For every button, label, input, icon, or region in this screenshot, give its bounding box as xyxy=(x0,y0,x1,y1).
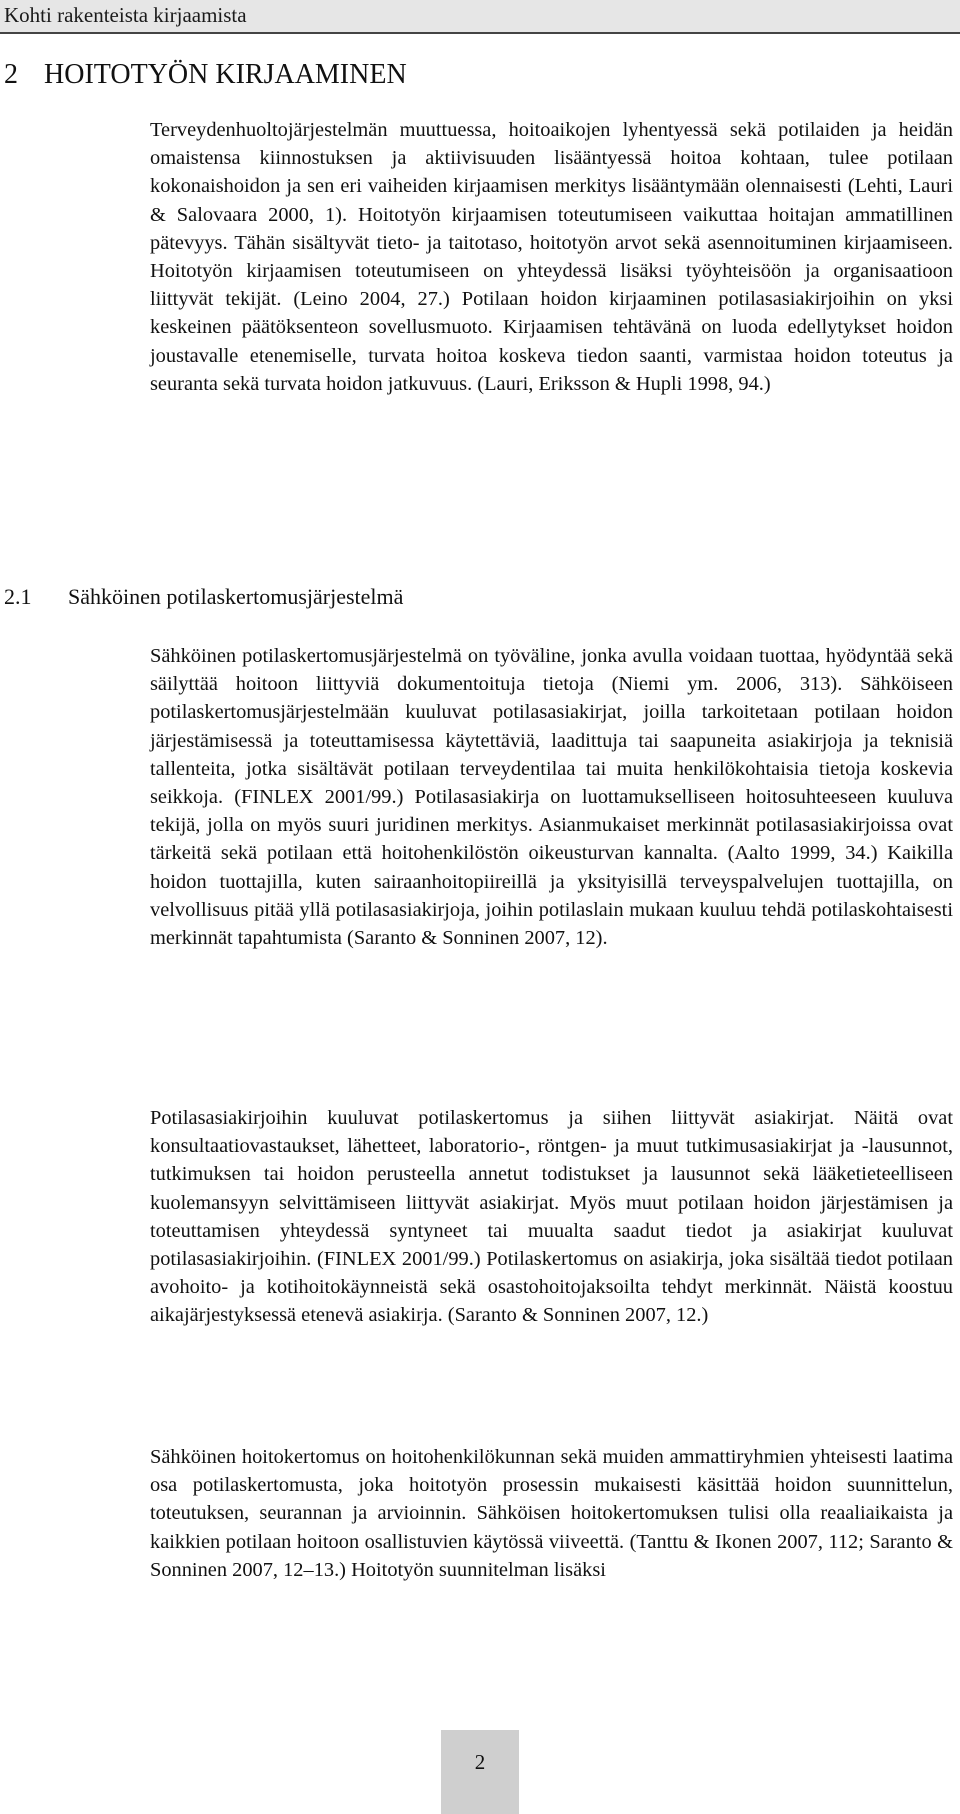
body-paragraph-1: Sähköinen potilaskertomusjärjestelmä on työväline, jonka avulla voidaan tuottaa, hyödyntää sekä säilyttää hoitoon liittyviä dokumentoituja tietoja (Niemi ym. 2006, 313). Sähköiseen potilaskertomusjärjestelmään kuuluvat potilasasiakirjat, joilla tarkoitetaan potilaan hoidon järjestämisessä ja toteuttamisessa käytettäviä, laadittuja tai saapuneita asiakirjoja ja teknisiä tallenteita, jotka sisältävät potilaan terveydentilaa tai muita henkilökohtaisia tietoja koskevia seikkoja. (FINLEX 2001/99.) Potilasasiakirja on luottamukselliseen hoitosuhteeseen kuuluva tekijä, jolla on myös suuri juridinen merkitys. Asianmukaiset merkinnät potilasasiakirjoissa ovat tärkeitä sekä potilaan että hoitohenkilöstön oikeusturvan kannalta. (Aalto 1999, 34.) Kaikilla hoidon tuottajilla, kuten sairaanhoitopiireillä ja yksityisillä terveyspalvelujen tuottajilla, on velvollisuus pitää yllä potilasasiakirjoja, joihin potilaslain mukaan kuuluu tehdä potilaskohtaisesti merkinnät tapahtumista (Saranto & Sonninen 2007, 12). xyxy=(150,645,953,950)
header-rule xyxy=(0,32,960,34)
body-paragraph-3: Sähköinen hoitokertomus on hoitohenkilökunnan sekä muiden ammattiryhmien yhteisesti laatima osa potilaskertomusta, joka hoitotyön prosessin mukaisesti käsittää hoidon suunnittelun, toteutuksen, seurannan ja arvioinnin. Sähköisen hoitokertomuksen tulisi olla reaaliaikaista ja kaikkien potilaan hoitoon osallistuvien käytössä viiveettä. (Tanttu & Ikonen 2007, 112; Saranto & Sonninen 2007, 12–13.) Hoitotyön suunnitelman lisäksi xyxy=(150,1446,953,1581)
chapter-paragraph: Terveydenhuoltojärjestelmän muuttuessa, hoitoaikojen lyhentyessä sekä potilaiden ja heidän omaistensa kiinnostuksen ja aktiivisuuden lisääntyessä hoitoa kohtaan, tulee potilaan kokonaishoidon ja sen eri vaiheiden kirjaamisen merkitys lisääntymään olennaisesti (Lehti, Lauri & Salovaara 2000, 1). Hoitotyön kirjaamisen toteutumiseen vaikuttaa hoitajan ammatillinen pätevyys. Tähän sisältyvät tieto- ja taitotaso, hoitotyön arvot sekä asennoituminen kirjaamiseen. Hoitotyön kirjaamisen toteutumiseen on yhteydessä lisäksi työyhteisöön ja organisaatioon liittyvät tekijät. (Leino 2004, 27.) Potilaan hoidon kirjaaminen potilasasiakirjoihin on yksi keskeinen päätöksenteon sovellusmuoto. Kirjaamisen tehtävänä on luoda edellytykset hoidon joustavalle etenemiselle, turvata hoitoa koskeva tiedon saanti, varmistaa hoidon toteutus ja seuranta sekä turvata hoidon jatkuvuus. (Lauri, Eriksson & Hupli 1998, 94.) xyxy=(150,119,953,395)
running-header xyxy=(0,0,960,34)
chapter-title: HOITOTYÖN KIRJAAMINEN xyxy=(44,59,407,90)
section-number: 2.1 xyxy=(4,584,32,609)
section-heading xyxy=(4,584,403,610)
section-title: Sähköinen potilaskertomusjärjestelmä xyxy=(68,584,404,609)
body-paragraph-2: Potilasasiakirjoihin kuuluvat potilaskertomus ja siihen liittyvät asiakirjat. Näitä ovat konsultaatiovastaukset, lähetteet, laboratorio-, röntgen- ja muut tutkimusasiakirjat ja -lausunnot, tutkimuksen tai hoidon perusteella annetut todistukset ja lausunnot sekä lääketieteelliseen kuolemansyyn selvittämiseen liittyvät asiakirjat. Myös muut potilaan hoidon järjestämisen ja toteuttamisen yhteydessä syntyneet tai muualta saadut tiedot ja asiakirjat kuuluvat potilasasiakirjoihin. (FINLEX 2001/99.) Potilaskertomus on asiakirja, joka sisältää tiedot potilaan avohoito- ja kotihoitokäynneistä sekä osastohoitojaksoilta tehdyt merkinnät. Näistä koostuu aikajärjestyksessä etenevä asiakirja. (Saranto & Sonninen 2007, 12.) xyxy=(150,1107,953,1327)
page-number: 2 xyxy=(474,1750,486,1774)
page-number-box xyxy=(441,1730,519,1814)
chapter-number: 2 xyxy=(4,59,18,90)
running-title: Kohti rakenteista kirjaamista xyxy=(4,3,247,27)
chapter-heading xyxy=(4,58,407,92)
